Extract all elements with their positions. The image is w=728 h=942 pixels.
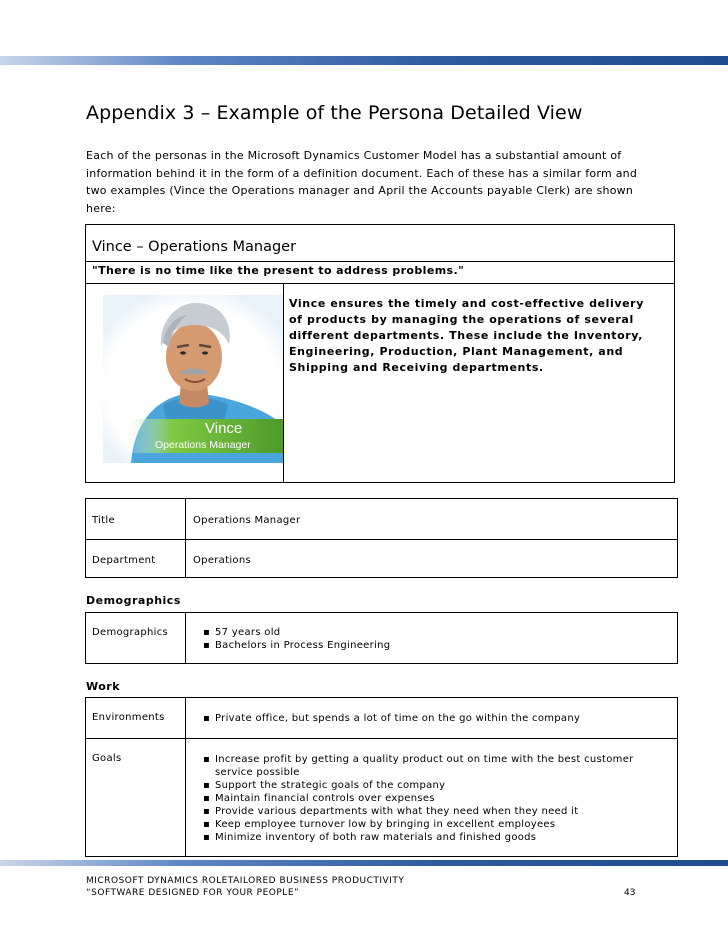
attribute-label: Department bbox=[92, 555, 156, 566]
goals-list bbox=[203, 753, 653, 844]
attribute-label: Demographics bbox=[92, 627, 169, 638]
persona-quote: "There is no time like the present to address problems." bbox=[92, 264, 465, 277]
divider bbox=[185, 739, 186, 857]
attribute-value: Operations Manager bbox=[193, 515, 301, 526]
divider bbox=[185, 698, 186, 738]
divider bbox=[86, 283, 674, 284]
demographics-table bbox=[85, 612, 678, 664]
attribute-value: Operations bbox=[193, 555, 251, 566]
table-row bbox=[86, 738, 677, 857]
attribute-label: Goals bbox=[92, 753, 122, 764]
list-item: ▪ Minimize inventory of both raw materials and finished goods bbox=[203, 831, 653, 844]
list-item: ▪ Bachelors in Process Engineering bbox=[203, 639, 390, 652]
persona-card bbox=[85, 224, 675, 483]
footer-line-2: “SOFTWARE DESIGNED FOR YOUR PEOPLE” bbox=[86, 888, 300, 898]
persona-photo bbox=[103, 295, 283, 463]
divider bbox=[86, 261, 674, 262]
section-title-work: Work bbox=[86, 680, 121, 693]
divider bbox=[283, 283, 284, 483]
page-number: 43 bbox=[624, 888, 636, 898]
table-row bbox=[86, 499, 677, 539]
list-item: ▪ Private office, but spends a lot of time on the go within the company bbox=[203, 712, 580, 725]
divider bbox=[185, 499, 186, 539]
intro-paragraph: Each of the personas in the Microsoft Dynamics Customer Model has a substantial amount of information behind it in the form of a definition document. Each of these has a similar form and two examples (Vince the Operations manager and April the Accounts payable Clerk) are shown here: bbox=[86, 149, 638, 215]
attribute-label: Environments bbox=[92, 712, 165, 723]
table-row bbox=[86, 539, 677, 578]
divider bbox=[185, 613, 186, 663]
list-item: ▪ Increase profit by getting a quality product out on time with the best customer service possible bbox=[203, 753, 653, 779]
persona-name: Vince – Operations Manager bbox=[92, 239, 297, 255]
table-row bbox=[86, 613, 677, 663]
attribute-label: Title bbox=[92, 515, 115, 526]
footer-line-1: MICROSOFT DYNAMICS ROLETAILORED BUSINESS PRODUCTIVITY bbox=[86, 876, 405, 886]
divider bbox=[185, 540, 186, 578]
list-item: ▪ Support the strategic goals of the company bbox=[203, 779, 653, 792]
photo-caption-role: Operations Manager bbox=[155, 439, 251, 451]
work-table bbox=[85, 697, 678, 857]
section-title-demographics: Demographics bbox=[86, 594, 181, 607]
environments-list bbox=[203, 712, 580, 725]
persona-description: Vince ensures the timely and cost-effective delivery of products by managing the operations of several different departments. These include the Inventory, Engineering, Production, Plant Management, and Shipping and Receiving departments. bbox=[289, 297, 644, 374]
list-item: ▪ Maintain financial controls over expenses bbox=[203, 792, 653, 805]
photo-caption-name: Vince bbox=[205, 420, 243, 437]
demographics-list bbox=[203, 626, 390, 652]
page-title: Appendix 3 – Example of the Persona Detailed View bbox=[86, 102, 583, 124]
header-band bbox=[0, 56, 728, 65]
list-item: ▪ Provide various departments with what they need when they need it bbox=[203, 805, 653, 818]
footer-band bbox=[0, 860, 728, 866]
table-row bbox=[86, 698, 677, 738]
attributes-table bbox=[85, 498, 678, 578]
list-item: ▪ Keep employee turnover low by bringing in excellent employees bbox=[203, 818, 653, 831]
list-item: ▪ 57 years old bbox=[203, 626, 390, 639]
